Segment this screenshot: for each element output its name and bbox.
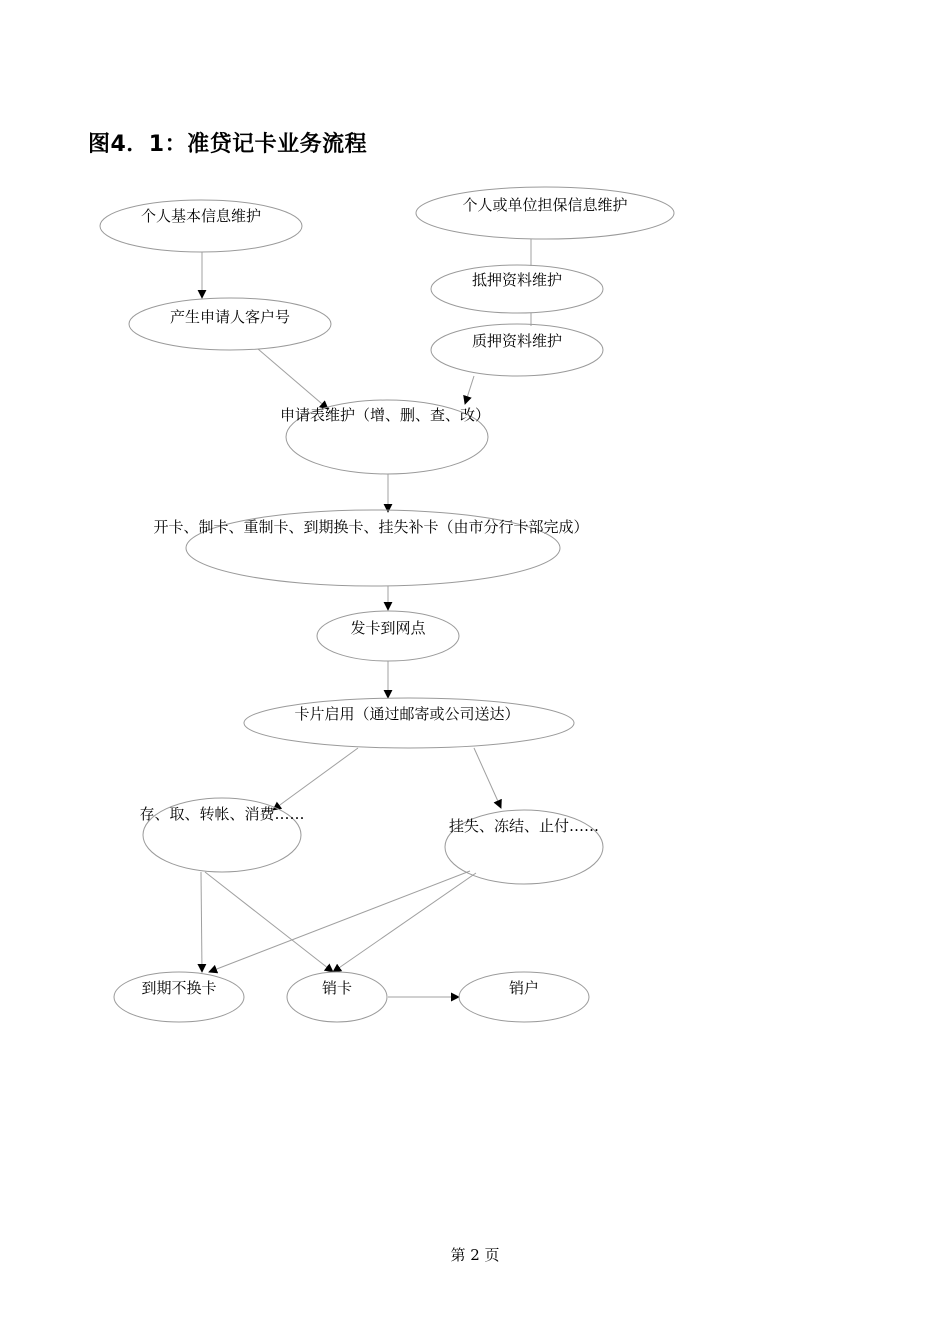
node-cancel-card-label: 销卡 [321,979,353,997]
node-expire-no-renew-label: 到期不换卡 [141,979,217,997]
edge-transactions-to-cancel [205,872,333,972]
edge-pledge-to-application [465,376,474,404]
node-personal-info-label: 个人基本信息维护 [140,207,262,225]
node-card-activation-label: 卡片启用（通过邮寄或公司送达） [294,705,520,723]
edge-transactions-to-expire [201,872,202,972]
edge-freeze-to-cancel [333,873,476,972]
edge-customer-to-application [258,349,328,409]
node-transactions-label: 存、取、转帐、消费…… [139,805,305,823]
edge-activation-to-transactions [273,748,358,810]
edge-activation-to-freeze [474,748,501,808]
page-number: 第 2 页 [450,1246,500,1264]
node-customer-id-label: 产生申请人客户号 [169,308,291,326]
node-card-issue-label: 开卡、制卡、重制卡、到期换卡、挂失补卡（由市分行卡部完成） [153,518,589,536]
edge-freeze-to-expire [209,871,470,972]
node-close-account-label: 销户 [508,979,540,997]
node-mortgage-info-label: 抵押资料维护 [471,271,563,289]
node-application-form-label: 申请表维护（增、删、查、改） [279,406,491,424]
node-pledge-info-label: 质押资料维护 [471,332,563,350]
node-freeze-label: 挂失、冻结、止付…… [448,817,600,835]
node-send-to-branch-label: 发卡到网点 [350,619,426,637]
node-guarantee-info-label: 个人或单位担保信息维护 [462,196,628,214]
figure-title: 图4．1：准贷记卡业务流程 [88,132,368,157]
